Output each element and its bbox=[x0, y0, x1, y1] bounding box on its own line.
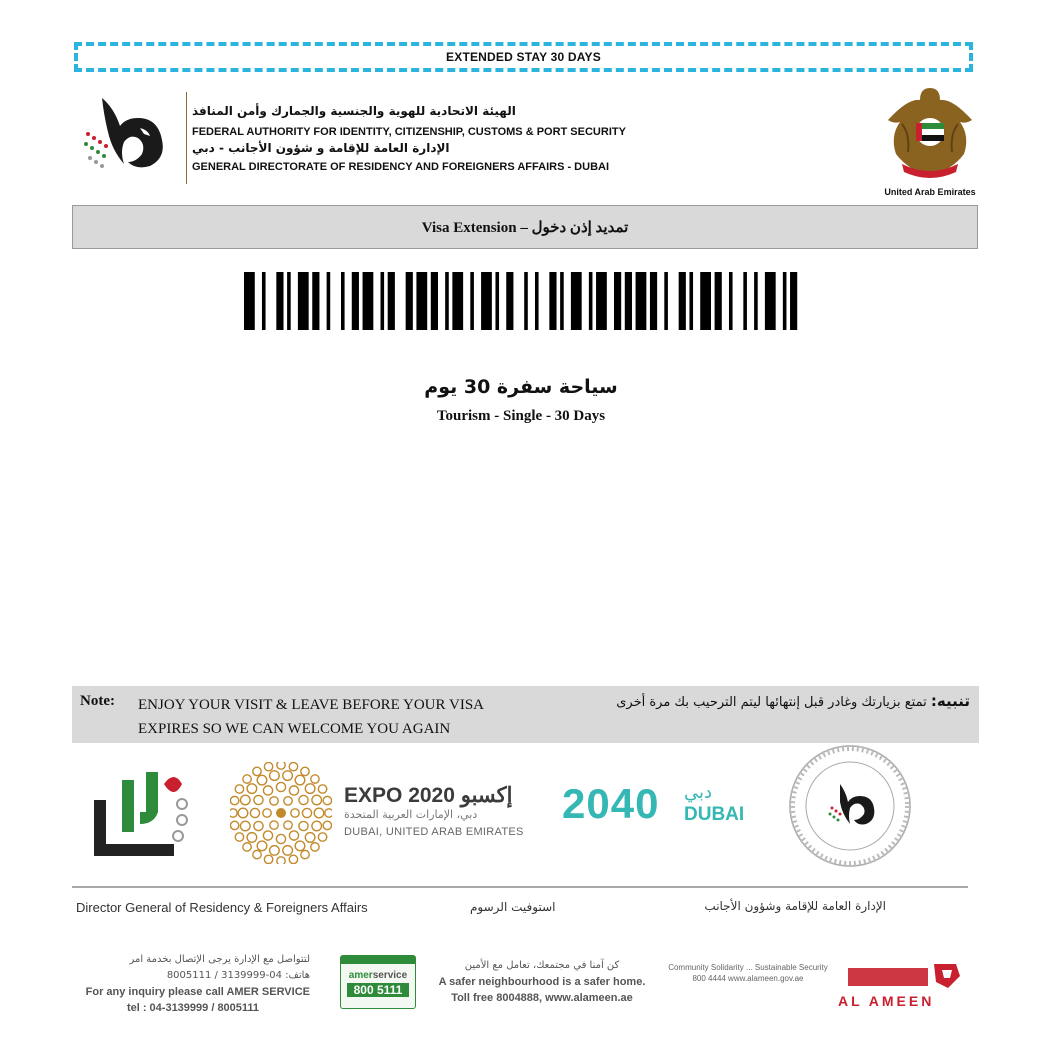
expo-ring-dot bbox=[289, 831, 298, 840]
expo-ring-dot bbox=[301, 767, 309, 775]
document-title bbox=[72, 205, 978, 249]
expo-ring-dot bbox=[263, 831, 272, 840]
expo-ring-dot bbox=[235, 785, 243, 793]
expo-ring-dot bbox=[311, 775, 319, 783]
amer-wordmark: amerservice bbox=[348, 970, 408, 981]
barcode-bar bbox=[589, 272, 593, 330]
barcode-bar bbox=[535, 272, 539, 330]
expo-ring-dot bbox=[283, 846, 293, 856]
directorate-name-ar: الإدارة العامة للإقامة و شؤون الأجانب - دبي bbox=[192, 141, 450, 155]
authority-name-ar: الهيئة الاتحادية للهوية والجنسية والجمارك وأمن المنافذ bbox=[192, 104, 516, 118]
amer-top-strip bbox=[341, 956, 415, 964]
document-title-text: Visa Extension – تمديد إذن دخول bbox=[421, 219, 629, 236]
fees-paid-ar: استوفيت الرسوم bbox=[470, 900, 556, 914]
expo-ring-dot bbox=[284, 821, 292, 829]
barcode-bar bbox=[729, 272, 733, 330]
alameen-info bbox=[434, 958, 650, 1006]
amer-number: 800 5111 bbox=[347, 983, 409, 997]
expo-ring-dot bbox=[318, 785, 326, 793]
expo-ring-dot bbox=[277, 857, 285, 864]
alameen-ar: كن آمنا في مجتمعك، تعامل مع الأمين bbox=[464, 960, 620, 971]
barcode-bar bbox=[431, 272, 438, 330]
barcode-bar bbox=[298, 272, 309, 330]
barcode-bar bbox=[406, 272, 413, 330]
note-text-ar: تمتع بزيارتك وغادر قبل إنتهائها ليتم الترحيب بك مرة أخرى bbox=[616, 695, 927, 710]
expo-ring-dot bbox=[247, 833, 257, 843]
header-divider bbox=[186, 92, 187, 184]
uae-emblem-icon bbox=[880, 80, 980, 190]
expo-ring-dot bbox=[276, 834, 285, 843]
expo-ring-dot bbox=[283, 771, 293, 781]
dubai-2040-number: 2040 bbox=[562, 780, 660, 827]
barcode-bar bbox=[790, 272, 797, 330]
expo-location-ar: دبي، الإمارات العربية المتحدة bbox=[344, 808, 478, 821]
gdrfa-seal-icon bbox=[788, 744, 912, 868]
barcode-bar bbox=[700, 272, 711, 330]
barcode-bar bbox=[650, 272, 657, 330]
visa-type-en: Tourism - Single - 30 Days bbox=[436, 408, 606, 424]
expo-ring-dot bbox=[295, 775, 305, 785]
barcode-bar bbox=[754, 272, 758, 330]
footer-divider bbox=[72, 886, 968, 888]
expo-ring-dot bbox=[240, 795, 250, 805]
barcode-bar bbox=[560, 272, 564, 330]
inquiry-info bbox=[76, 952, 310, 1016]
barcode-bar bbox=[416, 272, 427, 330]
directorate-name-en: GENERAL DIRECTORATE OF RESIDENCY AND FOREIGNERS AFFAIRS - DUBAI bbox=[192, 161, 610, 173]
barcode-bar bbox=[244, 272, 255, 330]
expo-ring-dot bbox=[318, 833, 326, 841]
expo-ring-dot bbox=[323, 796, 331, 804]
barcode-bar bbox=[495, 272, 499, 330]
expo-ring-dot bbox=[299, 795, 308, 804]
expo-ring-dot bbox=[301, 850, 309, 858]
alameen-slogan: Community Solidarity ... Sustainable Security bbox=[668, 963, 828, 972]
barcode-bar bbox=[614, 272, 621, 330]
expo-ring-dot bbox=[254, 795, 263, 804]
expo-location-en: DUBAI, UNITED ARAB EMIRATES bbox=[344, 826, 524, 838]
expo-ring-dot bbox=[276, 782, 285, 791]
expo-ring-dot bbox=[253, 850, 261, 858]
barcode-bar bbox=[549, 272, 556, 330]
alameen-phone-web: 800 4444 www.alameen.gov.ae bbox=[692, 974, 804, 983]
note-ar bbox=[550, 692, 970, 710]
expo-ring-dot bbox=[254, 821, 263, 830]
expo-ring-dot bbox=[312, 821, 322, 831]
expo-ring-dot bbox=[263, 786, 272, 795]
barcode-bar bbox=[524, 272, 528, 330]
expo-ring-dot bbox=[263, 809, 271, 817]
barcode-bar bbox=[388, 272, 395, 330]
alameen-contact bbox=[668, 962, 828, 984]
barcode-bar bbox=[679, 272, 686, 330]
expo-ring-dot bbox=[257, 841, 267, 851]
uae-vision-logo-icon bbox=[74, 760, 198, 868]
barcode-bar bbox=[743, 272, 747, 330]
expo-ring-dot bbox=[264, 855, 272, 863]
note-text-en: ENJOY YOUR VISIT & LEAVE BEFORE YOUR VISA EXPIRES SO WE CAN WELCOME YOU AGAIN bbox=[138, 697, 484, 737]
barcode-bar bbox=[765, 272, 776, 330]
alameen-en-line-1: A safer neighbourhood is a safer home. bbox=[438, 976, 646, 988]
alameen-logo-text: AL AMEEN bbox=[838, 993, 935, 1009]
expo-2020-emblem-icon bbox=[230, 762, 332, 864]
inquiry-en-line-1: For any inquiry please call AMER SERVICE bbox=[85, 986, 310, 998]
dubai-2040-en: DUBAI bbox=[684, 804, 745, 825]
barcode-bar bbox=[481, 272, 492, 330]
expo-ring-dot bbox=[270, 797, 278, 805]
expo-ring-dot bbox=[270, 821, 278, 829]
banner-text: EXTENDED STAY 30 DAYS bbox=[446, 50, 601, 64]
dubai-2040-ar: دبي bbox=[684, 782, 713, 803]
expo-ring-dot bbox=[289, 786, 298, 795]
alameen-en-line-2: Toll free 8004888, www.alameen.ae bbox=[451, 992, 633, 1004]
barcode-bar bbox=[312, 272, 319, 330]
barcode-bar bbox=[287, 272, 291, 330]
barcode-bar bbox=[341, 272, 345, 330]
barcode-bar bbox=[783, 272, 787, 330]
expo-ring-dot bbox=[230, 821, 238, 829]
expo-ring-dot bbox=[312, 795, 322, 805]
expo-ring-dot bbox=[277, 762, 285, 769]
alameen-logo bbox=[838, 960, 966, 1008]
barcode-bar bbox=[636, 272, 647, 330]
amer-service-logo bbox=[340, 955, 416, 1009]
note-label-ar: تنبيه: bbox=[930, 692, 970, 710]
barcode-bar bbox=[571, 272, 582, 330]
expo-ring-dot bbox=[289, 855, 297, 863]
note-label-en: Note: bbox=[80, 693, 115, 709]
expo-ring-dot bbox=[230, 796, 238, 804]
expo-ring-dot bbox=[230, 809, 237, 817]
expo-ring-dot bbox=[299, 821, 308, 830]
barcode-bar bbox=[596, 272, 607, 330]
expo-ring-dot bbox=[257, 775, 267, 785]
barcode-bar bbox=[625, 272, 632, 330]
expo-ring-dot bbox=[243, 843, 251, 851]
alameen-emblem-icon bbox=[838, 960, 966, 990]
barcode-bar bbox=[327, 272, 331, 330]
expo-ring-dot bbox=[284, 797, 292, 805]
barcode-bar bbox=[506, 272, 513, 330]
expo-title: EXPO 2020 إكسبو bbox=[344, 784, 513, 807]
barcode-bar bbox=[276, 272, 283, 330]
expo-ring-dot bbox=[314, 808, 324, 818]
expo-ring-dot bbox=[238, 808, 248, 818]
inquiry-en-line-2: tel : 04-3139999 / 8005111 bbox=[126, 1002, 260, 1014]
expo-ring-dot bbox=[243, 775, 251, 783]
authority-name-en: FEDERAL AUTHORITY FOR IDENTITY, CITIZENSHIP, CUSTOMS & PORT SECURITY bbox=[192, 126, 626, 138]
visa-type-ar: سياحة سفرة 30 يوم bbox=[424, 376, 618, 398]
directorate-footer-ar: الإدارة العامة للإقامة وشؤون الأجانب bbox=[704, 899, 886, 913]
barcode-bar bbox=[452, 272, 463, 330]
uae-label: United Arab Emirates bbox=[884, 187, 976, 197]
expo-ring-dot bbox=[289, 762, 297, 770]
barcode-bar bbox=[445, 272, 449, 330]
expo-ring-dot bbox=[250, 808, 259, 817]
barcode-bar bbox=[381, 272, 385, 330]
barcode-bar bbox=[470, 272, 474, 330]
expo-ring-dot bbox=[270, 846, 280, 856]
barcode-bar bbox=[689, 272, 693, 330]
expo-ring-dot bbox=[305, 833, 315, 843]
expo-ring-dot bbox=[235, 833, 243, 841]
barcode-bar bbox=[262, 272, 266, 330]
expo-ring-dot bbox=[325, 809, 332, 817]
expo-ring-dot bbox=[240, 821, 250, 831]
gdrfa-falcon-logo-icon bbox=[74, 88, 182, 184]
expo-ring-dot bbox=[253, 767, 261, 775]
expo-center-dot bbox=[276, 808, 286, 818]
inquiry-ar-line-2: هاتف: 04-3139999 / 8005111 bbox=[166, 970, 310, 981]
barcode-bar bbox=[352, 272, 359, 330]
barcode-bar bbox=[363, 272, 374, 330]
barcode-bar bbox=[715, 272, 722, 330]
signatory-title-en: Director General of Residency & Foreigners Affairs bbox=[76, 900, 368, 915]
extended-stay-banner bbox=[74, 42, 973, 72]
expo-ring-dot bbox=[302, 808, 311, 817]
inquiry-ar-line-1: لتتواصل مع الإدارة يرجى الإتصال بخدمة امر bbox=[129, 954, 310, 965]
expo-ring-dot bbox=[247, 784, 257, 794]
expo-ring-dot bbox=[323, 821, 331, 829]
expo-ring-dot bbox=[270, 771, 280, 781]
expo-ring-dot bbox=[264, 762, 272, 770]
visa-barcode bbox=[244, 272, 808, 330]
expo-ring-dot bbox=[295, 841, 305, 851]
barcode-bar bbox=[664, 272, 668, 330]
expo-ring-dot bbox=[311, 843, 319, 851]
expo-ring-dot bbox=[305, 784, 315, 794]
expo-ring-dot bbox=[291, 809, 299, 817]
